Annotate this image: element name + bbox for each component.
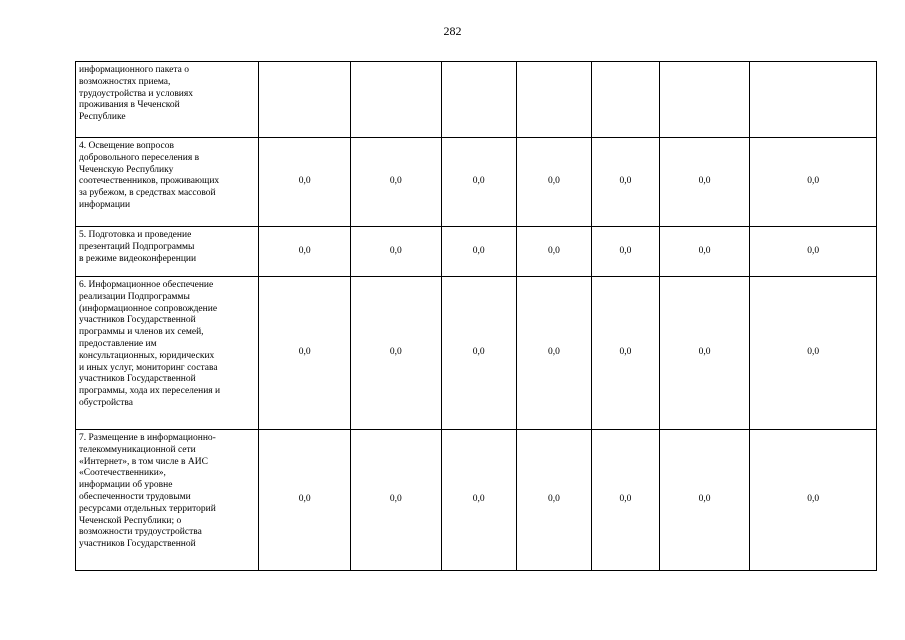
table-row — [76, 138, 877, 227]
description-line: в режиме видеоконференции — [79, 253, 197, 264]
description-line: «Интернет», в том числе в АИС — [79, 456, 208, 467]
value-cell: 0,0 — [659, 138, 750, 227]
value-cell: 0,0 — [516, 430, 591, 571]
description-line: участников Государственной — [79, 315, 196, 326]
value-cell: 0,0 — [659, 277, 750, 430]
description-line: 5. Подготовка и проведение — [79, 230, 192, 240]
row-description — [76, 277, 259, 430]
value-cell: 0,0 — [516, 138, 591, 227]
value-cell: 0,0 — [659, 227, 750, 277]
description-line: 4. Освещение вопросов — [79, 141, 174, 151]
value-cell: 0,0 — [592, 430, 660, 571]
description-line: предоставление им — [79, 338, 157, 349]
table-row — [76, 430, 877, 571]
value-cell: 0,0 — [592, 277, 660, 430]
description-line: возможностях приема, — [79, 76, 171, 87]
description-line: реализации Подпрограммы — [79, 291, 190, 302]
value-cell: 0,0 — [516, 227, 591, 277]
value-cell: 0,0 — [350, 138, 441, 227]
value-cell — [441, 62, 516, 138]
value-cell: 0,0 — [516, 277, 591, 430]
description-line: (информационное сопровождение — [79, 303, 218, 314]
description-line: участников Государственной — [79, 539, 196, 550]
description-line: проживания в Чеченской — [79, 100, 180, 111]
row-description — [76, 430, 259, 571]
row-description — [76, 227, 259, 277]
description-line: презентаций Подпрограммы — [79, 241, 195, 252]
value-cell: 0,0 — [259, 227, 351, 277]
description-line: добровольного переселения в — [79, 152, 200, 163]
value-cell — [350, 62, 441, 138]
value-cell: 0,0 — [350, 430, 441, 571]
value-cell: 0,0 — [259, 138, 351, 227]
description-line: информации — [79, 199, 131, 210]
table-row — [76, 227, 877, 277]
value-cell — [750, 62, 877, 138]
value-cell: 0,0 — [750, 430, 877, 571]
value-cell: 0,0 — [659, 430, 750, 571]
description-line: «Соотечественники», — [79, 468, 166, 479]
value-cell — [592, 62, 660, 138]
description-line: обустройства — [79, 397, 133, 408]
value-cell: 0,0 — [750, 138, 877, 227]
value-cell: 0,0 — [750, 277, 877, 430]
description-line: трудоустройства и условиях — [79, 88, 194, 99]
description-line: и иных услуг, мониторинг состава — [79, 362, 218, 373]
description-line: Чеченской Республики; о — [79, 515, 182, 526]
value-cell: 0,0 — [350, 277, 441, 430]
description-line: 7. Размещение в информационно- — [79, 433, 216, 443]
value-cell: 0,0 — [259, 430, 351, 571]
description-line: консультационных, юридических — [79, 350, 215, 361]
description-line: ресурсами отдельных территорий — [79, 503, 216, 514]
value-cell: 0,0 — [441, 430, 516, 571]
value-cell — [516, 62, 591, 138]
description-line: программы и членов их семей, — [79, 327, 204, 338]
row-description — [76, 62, 259, 138]
value-cell: 0,0 — [441, 138, 516, 227]
value-cell: 0,0 — [259, 277, 351, 430]
description-line: возможности трудоустройства — [79, 527, 202, 538]
value-cell: 0,0 — [441, 277, 516, 430]
value-cell: 0,0 — [592, 138, 660, 227]
value-cell — [659, 62, 750, 138]
description-line: обеспеченности трудовыми — [79, 491, 191, 502]
description-line: информационного пакета о — [79, 65, 189, 75]
description-line: соотечественников, проживающих — [79, 176, 220, 187]
table-row — [76, 62, 877, 138]
value-cell: 0,0 — [441, 227, 516, 277]
value-cell — [259, 62, 351, 138]
value-cell: 0,0 — [750, 227, 877, 277]
table-row — [76, 277, 877, 430]
description-line: участников Государственной — [79, 374, 196, 385]
description-line: информации об уровне — [79, 480, 173, 491]
funding-table — [75, 61, 877, 571]
description-line: телекоммуникационной сети — [79, 444, 196, 455]
row-description — [76, 138, 259, 227]
description-line: Чеченскую Республику — [79, 164, 174, 175]
description-line: за рубежом, в средствах массовой — [79, 188, 216, 199]
page-number: 282 — [443, 24, 462, 38]
description-line: Республике — [79, 112, 126, 123]
description-line: 6. Информационное обеспечение — [79, 280, 214, 290]
value-cell: 0,0 — [350, 227, 441, 277]
description-line: программы, хода их переселения и — [79, 386, 221, 397]
value-cell: 0,0 — [592, 227, 660, 277]
